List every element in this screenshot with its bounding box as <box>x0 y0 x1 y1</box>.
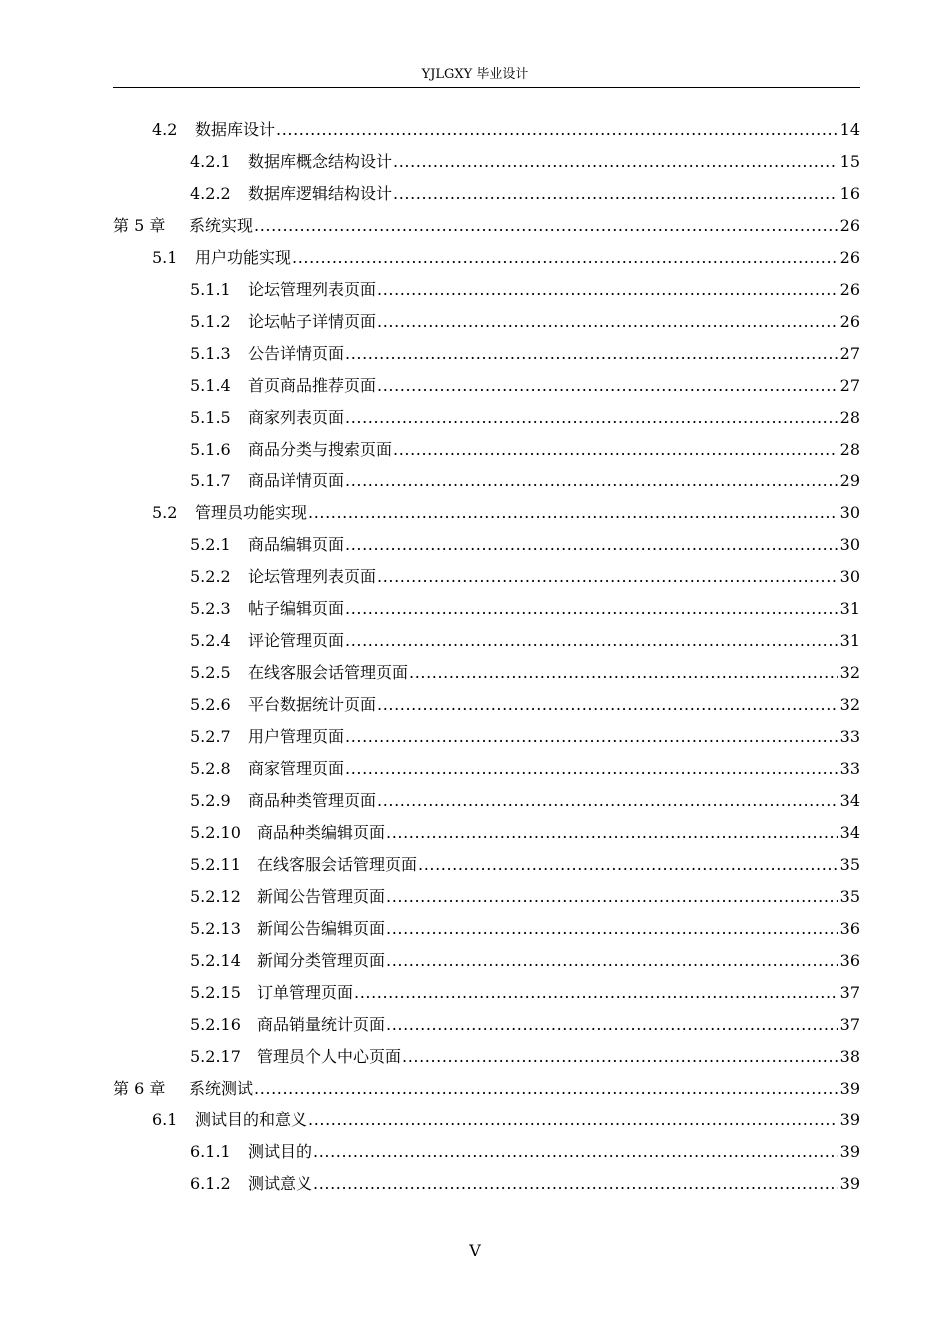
toc-entry-title: 商家列表页面 <box>248 407 345 427</box>
toc-entry[interactable] <box>190 402 860 434</box>
toc-entry-page: 35 <box>839 886 860 906</box>
toc-entry-title: 新闻公告管理页面 <box>257 886 386 906</box>
toc-dot-leader <box>393 146 838 178</box>
toc-entry-page: 38 <box>839 1046 860 1066</box>
toc-entry[interactable] <box>190 913 860 945</box>
toc-entry-number: 5.1.3 <box>190 343 231 363</box>
toc-dot-leader <box>345 593 838 625</box>
toc-dot-leader <box>345 529 838 561</box>
toc-entry[interactable] <box>190 1041 860 1073</box>
toc-entry-page: 37 <box>839 982 860 1002</box>
toc-entry-title: 商家管理页面 <box>248 759 345 778</box>
toc-entry[interactable] <box>190 593 860 625</box>
toc-entry-number: 5.2.10 <box>190 822 241 842</box>
toc-entry-title: 测试目的 <box>248 1142 313 1162</box>
toc-dot-leader <box>377 689 838 721</box>
toc-entry[interactable] <box>190 881 860 913</box>
toc-entry-number: 5.1.7 <box>190 471 231 491</box>
toc-entry-page: 27 <box>839 343 860 363</box>
toc-entry-page: 30 <box>839 503 860 523</box>
toc-entry[interactable] <box>190 561 860 593</box>
toc-dot-leader <box>345 721 838 753</box>
toc-entry[interactable] <box>190 178 860 210</box>
toc-dot-leader <box>386 817 838 849</box>
toc-entry-page: 31 <box>839 599 860 619</box>
toc-dot-leader <box>377 306 838 338</box>
header-divider <box>113 87 860 88</box>
toc-entry[interactable] <box>113 1073 860 1105</box>
toc-entry-number: 5.1.5 <box>190 407 231 427</box>
toc-dot-leader <box>393 178 838 210</box>
toc-entry-number: 4.2 <box>152 120 178 139</box>
page-header: YJLGXY 毕业设计 <box>421 67 529 82</box>
toc-entry[interactable] <box>190 1009 860 1041</box>
toc-entry[interactable] <box>190 529 860 561</box>
toc-entry-number: 6.1.2 <box>190 1174 231 1194</box>
toc-entry[interactable] <box>113 210 860 242</box>
toc-dot-leader <box>276 114 838 146</box>
toc-entry[interactable] <box>190 945 860 977</box>
toc-entry-page: 26 <box>839 247 860 267</box>
toc-entry[interactable] <box>190 1136 860 1168</box>
toc-entry[interactable] <box>190 306 860 338</box>
toc-dot-leader <box>354 977 838 1009</box>
toc-entry[interactable] <box>190 689 860 721</box>
toc-entry-page: 34 <box>839 790 860 810</box>
toc-entry-number: 5.1.6 <box>190 439 231 459</box>
toc-dot-leader <box>345 753 838 785</box>
toc-entry-page: 36 <box>839 918 860 938</box>
toc-dot-leader <box>386 1009 838 1041</box>
toc-entry-number: 5.1 <box>152 247 178 267</box>
toc-entry[interactable] <box>152 114 860 146</box>
toc-entry-number: 5.2.11 <box>190 854 241 874</box>
toc-entry[interactable] <box>190 849 860 881</box>
toc-entry-number: 4.2.1 <box>190 151 231 171</box>
toc-entry-title: 公告详情页面 <box>248 343 345 363</box>
toc-dot-leader <box>418 849 838 881</box>
toc-entry-number: 5.1.4 <box>190 375 231 395</box>
toc-entry-page: 27 <box>839 375 860 395</box>
toc-entry-number: 5.2.6 <box>190 695 231 715</box>
toc-entry[interactable] <box>190 625 860 657</box>
toc-entry-title: 商品销量统计页面 <box>257 1014 386 1034</box>
toc-entry-page: 33 <box>839 759 860 778</box>
toc-dot-leader <box>377 370 838 402</box>
toc-entry-title: 首页商品推荐页面 <box>248 375 377 395</box>
toc-entry[interactable] <box>190 753 860 785</box>
toc-entry-number: 5.2.2 <box>190 567 231 587</box>
toc-entry-page: 32 <box>839 663 860 683</box>
page-number: V <box>469 1241 481 1260</box>
toc-entry-title: 平台数据统计页面 <box>248 695 377 715</box>
toc-entry-title: 在线客服会话管理页面 <box>257 854 418 874</box>
toc-entry-number: 6.1 <box>152 1110 178 1130</box>
toc-entry-number: 5.2.4 <box>190 631 231 651</box>
toc-entry-number: 5.1.1 <box>190 279 231 299</box>
toc-entry[interactable] <box>152 1104 860 1136</box>
toc-entry-title: 商品详情页面 <box>248 471 345 491</box>
toc-entry-number: 5.2.13 <box>190 918 241 938</box>
toc-dot-leader <box>345 465 838 497</box>
toc-entry-title: 测试目的和意义 <box>195 1110 308 1130</box>
toc-entry-page: 39 <box>839 1078 860 1098</box>
toc-entry-page: 28 <box>839 439 860 459</box>
toc-entry-page: 28 <box>839 407 860 427</box>
toc-entry[interactable] <box>190 434 860 466</box>
toc-entry-page: 26 <box>839 215 860 235</box>
toc-entry-page: 14 <box>839 120 860 139</box>
toc-dot-leader <box>345 402 838 434</box>
toc-entry[interactable] <box>190 338 860 370</box>
toc-entry[interactable] <box>190 465 860 497</box>
toc-dot-leader <box>377 274 838 306</box>
toc-entry[interactable] <box>152 242 860 274</box>
toc-entry-title: 商品种类管理页面 <box>248 790 377 810</box>
toc-entry-title: 评论管理页面 <box>248 631 345 651</box>
toc-entry-page: 26 <box>839 279 860 299</box>
toc-dot-leader <box>409 657 838 689</box>
toc-entry-title: 新闻公告编辑页面 <box>257 918 386 938</box>
toc-dot-leader <box>386 881 838 913</box>
toc-entry-title: 论坛帖子详情页面 <box>248 311 377 331</box>
toc-entry[interactable] <box>152 497 860 529</box>
toc-entry-page: 30 <box>839 567 860 587</box>
toc-entry[interactable] <box>190 817 860 849</box>
toc-dot-leader <box>292 242 838 274</box>
toc-entry[interactable] <box>190 977 860 1009</box>
toc-entry-title: 测试意义 <box>248 1174 313 1194</box>
toc-entry-number: 第 6 章 <box>113 1078 166 1098</box>
toc-entry-title: 数据库逻辑结构设计 <box>248 183 393 203</box>
toc-entry-title: 数据库设计 <box>195 120 276 139</box>
toc-entry-number: 5.2.3 <box>190 599 231 619</box>
toc-dot-leader <box>254 210 838 242</box>
toc-entry-page: 16 <box>839 183 860 203</box>
toc-entry[interactable] <box>190 1168 860 1200</box>
toc-entry-number: 5.2.9 <box>190 790 231 810</box>
toc-dot-leader <box>308 497 838 529</box>
toc-entry-number: 5.2.14 <box>190 950 241 970</box>
toc-entry[interactable] <box>190 146 860 178</box>
toc-entry[interactable] <box>190 274 860 306</box>
toc-entry-number: 5.2.15 <box>190 982 241 1002</box>
toc-entry-number: 5.2.1 <box>190 535 231 555</box>
toc-entry-title: 论坛管理列表页面 <box>248 567 377 587</box>
toc-entry-page: 34 <box>839 822 860 842</box>
toc-entry-number: 第 5 章 <box>113 215 166 235</box>
toc-entry-number: 5.2.7 <box>190 727 231 747</box>
toc-entry-page: 32 <box>839 695 860 715</box>
toc-entry-number: 6.1.1 <box>190 1142 231 1162</box>
toc-entry-page: 30 <box>839 535 860 555</box>
toc-entry[interactable] <box>190 657 860 689</box>
toc-entry-page: 26 <box>839 311 860 331</box>
toc-entry-number: 5.2.5 <box>190 663 231 683</box>
toc-dot-leader <box>254 1073 838 1105</box>
toc-entry-page: 29 <box>839 471 860 491</box>
toc-entry-number: 5.2 <box>152 503 178 523</box>
toc-entry-page: 33 <box>839 727 860 747</box>
toc-dot-leader <box>313 1168 838 1200</box>
toc-entry-page: 36 <box>839 950 860 970</box>
toc-entry-title: 商品分类与搜索页面 <box>248 439 393 459</box>
toc-entry-number: 5.2.16 <box>190 1014 241 1034</box>
toc-dot-leader <box>386 945 838 977</box>
toc-entry-title: 订单管理页面 <box>257 982 354 1002</box>
toc-entry-title: 商品种类编辑页面 <box>257 822 386 842</box>
toc-entry-title: 数据库概念结构设计 <box>248 151 393 171</box>
toc-entry[interactable] <box>190 785 860 817</box>
toc-entry-title: 管理员功能实现 <box>195 503 308 523</box>
toc-entry[interactable] <box>190 370 860 402</box>
toc-entry-title: 在线客服会话管理页面 <box>248 663 409 683</box>
toc-entry-title: 系统测试 <box>189 1078 254 1098</box>
toc-entry-number: 5.2.12 <box>190 886 241 906</box>
toc-entry-page: 39 <box>839 1110 860 1130</box>
toc-entry-page: 39 <box>839 1174 860 1194</box>
toc-entry-title: 商品编辑页面 <box>248 535 345 555</box>
toc-entry-number: 5.2.17 <box>190 1046 241 1066</box>
toc-entry-title: 新闻分类管理页面 <box>257 950 386 970</box>
toc-entry-page: 39 <box>839 1142 860 1162</box>
toc-entry-title: 用户功能实现 <box>195 247 292 267</box>
toc-dot-leader <box>386 913 838 945</box>
toc-dot-leader <box>308 1104 838 1136</box>
toc-dot-leader <box>402 1041 838 1073</box>
toc-entry-page: 37 <box>839 1014 860 1034</box>
toc-entry-title: 帖子编辑页面 <box>248 599 345 619</box>
toc-entry-title: 用户管理页面 <box>248 727 345 747</box>
toc-entry-number: 5.2.8 <box>190 759 231 778</box>
toc-entry-title: 管理员个人中心页面 <box>257 1046 402 1066</box>
toc-dot-leader <box>345 625 838 657</box>
toc-entry-page: 15 <box>839 151 860 171</box>
toc-entry-number: 5.1.2 <box>190 311 231 331</box>
toc-entry-number: 4.2.2 <box>190 183 231 203</box>
toc-entry-title: 论坛管理列表页面 <box>248 279 377 299</box>
toc-entry-title: 系统实现 <box>189 215 254 235</box>
toc-entry[interactable] <box>190 721 860 753</box>
toc-dot-leader <box>377 561 838 593</box>
toc-dot-leader <box>313 1136 838 1168</box>
toc-entry-page: 31 <box>839 631 860 651</box>
toc-dot-leader <box>377 785 838 817</box>
toc-dot-leader <box>345 338 838 370</box>
toc-entry-page: 35 <box>839 854 860 874</box>
toc-dot-leader <box>393 434 838 466</box>
